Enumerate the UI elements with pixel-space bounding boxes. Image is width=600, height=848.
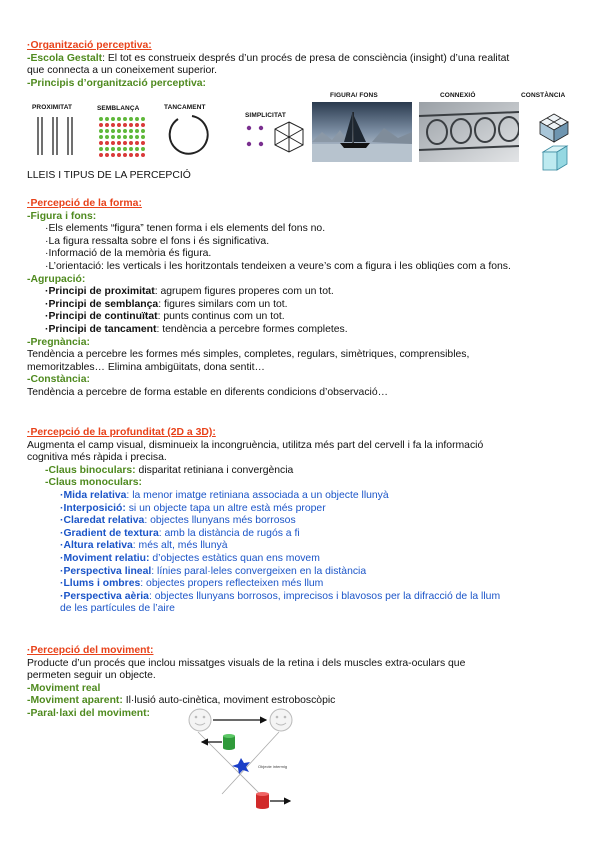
monoc-item-head: ·Moviment relatiu: bbox=[60, 552, 150, 564]
monoc-item-head: ·Perspectiva lineal bbox=[60, 565, 152, 577]
section-title-profunditat: ·Percepció de la profunditat (2D a 3D): bbox=[27, 427, 216, 438]
monoc-item-text: : amb la distància de rugós a fi bbox=[158, 527, 300, 539]
gestalt-heading: -Escola Gestalt bbox=[27, 52, 103, 64]
ff-item: ·Informació de la memòria és figura. bbox=[45, 248, 212, 260]
agr-item-text: : agrupem figures properes com un tot. bbox=[154, 286, 334, 298]
agr-item-text: : punts continus com un tot. bbox=[157, 311, 285, 323]
monoc-item-head: ·Altura relativa bbox=[60, 540, 133, 552]
monoc-item-text: d’objectes estàtics quan ens movem bbox=[149, 552, 320, 564]
agr-item-head: ·Principi de semblança bbox=[45, 298, 159, 310]
similarity-dots-icon bbox=[97, 115, 152, 157]
ff-item: ·La figura ressalta sobre el fons i és significativa. bbox=[45, 235, 270, 247]
label-constancia: CONSTÀNCIA bbox=[521, 92, 566, 99]
monoc-item-text: si un objecte tapa un altre està més proper bbox=[125, 502, 326, 514]
connection-railing-image bbox=[419, 102, 519, 162]
green-cylinder-icon bbox=[223, 734, 235, 750]
label-connexio: CONNEXIÓ bbox=[440, 92, 476, 99]
agr-item-text: : tendència a percebre formes completes. bbox=[156, 323, 348, 335]
moviment-intro-cont: permeten seguir un objecte. bbox=[27, 670, 156, 682]
monoc-item-head: ·Mida relativa bbox=[60, 489, 127, 501]
section-title-forma: ·Percepció de la forma: bbox=[27, 198, 142, 209]
principis-heading: -Principis d’organització perceptiva: bbox=[27, 77, 206, 89]
label-simplicitat: SIMPLICITAT bbox=[245, 112, 286, 119]
section-title-moviment: ·Percepció del moviment: bbox=[27, 645, 154, 656]
aeria-text-cont: de les partícules de l’aire bbox=[60, 603, 175, 615]
binocular-text: disparitat retiniana i convergència bbox=[135, 464, 294, 476]
agr-item-head: ·Principi de continuïtat bbox=[45, 311, 158, 323]
pregnancia-text-cont: memoritzables… Elimina ambigüitats, dona sentit… bbox=[27, 361, 265, 373]
constancia-text: Tendència a percebre de forma estable en diferents condicions d’observació… bbox=[27, 386, 388, 398]
agr-item-head: ·Principi de proximitat bbox=[45, 286, 155, 298]
paralaxi-heading: -Paral·laxi del moviment: bbox=[27, 707, 150, 719]
moviment-real-heading: -Moviment real bbox=[27, 682, 101, 694]
gestalt-figure bbox=[27, 90, 587, 185]
monoc-item-text: : objectes llunyans més borrosos bbox=[144, 515, 296, 527]
constancia-heading: -Constància: bbox=[27, 374, 90, 386]
proximity-lines-icon bbox=[32, 115, 82, 157]
moviment-aparent-heading: -Moviment aparent: bbox=[27, 695, 123, 707]
label-tancament: TANCAMENT bbox=[164, 104, 206, 111]
monoc-item-head: ·Claredat relativa bbox=[60, 515, 145, 527]
label-semblanca: SEMBLANÇA bbox=[97, 105, 140, 112]
figure-caption: LLEIS I TIPUS DE LA PERCEPCIÓ bbox=[27, 170, 191, 181]
pregnancia-heading: -Pregnància: bbox=[27, 336, 90, 348]
monoc-item-text: : més alt, més llunyà bbox=[132, 540, 228, 552]
monoc-item-head: ·Llums i ombres bbox=[60, 578, 141, 590]
section-title-organitzacio: ·Organització perceptiva: bbox=[27, 40, 152, 51]
monoc-item-text: : línies paral·leles convergeixen en la distància bbox=[151, 565, 367, 577]
label-figura-fons: FIGURA/ FONS bbox=[330, 92, 378, 99]
ff-item: ·L’orientació: les verticals i les horitzontals tendeixen a veure’s com a figura i les obliqües com a fons. bbox=[45, 260, 511, 272]
agr-item-head: ·Principi de tancament bbox=[45, 323, 157, 335]
simplicity-hexagon-icon bbox=[245, 120, 315, 160]
figure-ground-ship-image bbox=[312, 102, 412, 162]
constancy-cubes-icon bbox=[537, 112, 571, 174]
label-proximitat: PROXIMITAT bbox=[32, 104, 73, 111]
figura-fons-heading: -Figura i fons: bbox=[27, 210, 97, 222]
monoc-item-text: : objectes propers reflecteixen més llum bbox=[140, 578, 324, 590]
monoc-item-head: ·Perspectiva aèria bbox=[60, 590, 149, 602]
moviment-intro: Producte d’un procés que inclou missatges visuals de la retina i dels muscles extra-oculars que bbox=[27, 657, 466, 669]
profunditat-intro: Augmenta el camp visual, disminueix la incongruència, utilitza més part del cervell i fa la informació bbox=[27, 439, 484, 451]
agr-item-text: : figures similars com un tot. bbox=[158, 298, 288, 310]
monoc-item-head: ·Interposició: bbox=[60, 502, 126, 514]
monoc-item-text: : la menor imatge retiniana associada a un objecte llunyà bbox=[126, 489, 389, 501]
pregnancia-text: Tendència a percebre les formes més simples, completes, regulars, simètriques, comprensibles, bbox=[27, 349, 470, 361]
binocular-heading: -Claus binoculars: bbox=[45, 464, 136, 476]
agrupacio-heading: -Agrupació: bbox=[27, 273, 86, 285]
monoc-item-head: ·Gradient de textura bbox=[60, 527, 159, 539]
monocular-heading: -Claus monoculars: bbox=[45, 477, 142, 489]
gestalt-text-cont: que connecta a un coneixement superior. bbox=[27, 65, 218, 77]
monoc-item-text: : objectes llunyans borrosos, imprecisos i blavosos per la difracció de la llum bbox=[148, 590, 501, 602]
closure-circle-icon bbox=[164, 112, 214, 158]
diagram-label: Objecte intermig bbox=[258, 764, 288, 769]
moviment-aparent-text: Il·lusió auto-cinètica, moviment estroboscòpic bbox=[122, 695, 336, 707]
ff-item: ·Els elements “figura” tenen forma i els elements del fons no. bbox=[45, 223, 326, 235]
parallax-diagram bbox=[180, 706, 310, 816]
profunditat-intro-cont: cognitiva més ràpida i precisa. bbox=[27, 452, 167, 464]
gestalt-text: : El tot es construeix després d’un procés de presa de consciència (insight) d’una realitat bbox=[102, 52, 510, 64]
red-cylinder-icon bbox=[256, 792, 269, 809]
